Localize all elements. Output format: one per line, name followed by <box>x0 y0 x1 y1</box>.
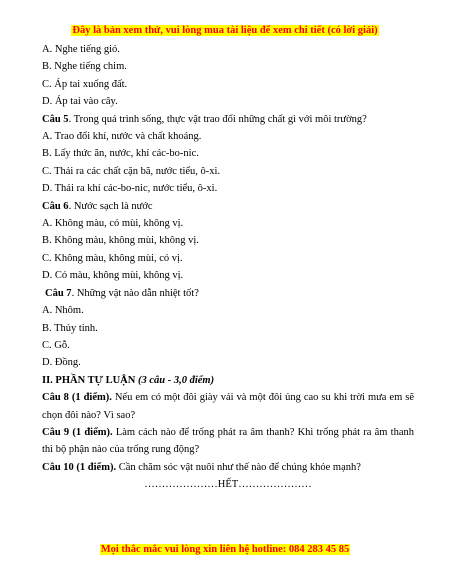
question-5-label: Câu 5 <box>42 113 69 125</box>
question-9-text: Làm cách nào để trống phát ra âm thanh? Khi trống phát ra âm thanh thì bộ phận nào của trống rung động? <box>42 426 414 456</box>
question-6-text: . Nước sạch là nước <box>68 200 153 212</box>
question-9-label: Câu 9 (1 điểm). <box>42 426 113 438</box>
q5-option-b: B. Lấy thức ăn, nước, khí các-bo-nic. <box>42 148 199 160</box>
q7-option-d: D. Đồng. <box>42 357 81 369</box>
question-8 <box>42 389 414 424</box>
question-7-text: . Những vật nào dẫn nhiệt tốt? <box>71 287 199 299</box>
end-marker: …………………HẾT………………… <box>144 479 312 491</box>
question-5 <box>42 111 414 128</box>
q6-option-d: D. Có màu, không mùi, không vị. <box>42 270 184 282</box>
question-7 <box>42 285 414 302</box>
q4-option-b: B. Nghe tiếng chim. <box>42 61 127 73</box>
preview-banner <box>0 25 450 36</box>
q5-option-a: A. Trao đổi khí, nước và chất khoáng. <box>42 131 202 143</box>
question-9 <box>42 424 414 459</box>
section-2-title: II. PHẦN TỰ LUẬN <box>42 374 138 386</box>
question-7-label: Câu 7 <box>45 287 72 299</box>
hotline-banner <box>0 544 450 555</box>
q4-option-d: D. Áp tai vào cây. <box>42 96 118 108</box>
q7-option-c: C. Gỗ. <box>42 339 70 351</box>
q7-option-b: B. Thủy tinh. <box>42 322 98 334</box>
section-2-heading <box>42 372 414 389</box>
q5-option-c: C. Thải ra các chất cặn bã, nước tiểu, ô-xi. <box>42 165 221 177</box>
hotline-banner-text: Mọi thắc mắc vui lòng xin liên hệ hotline: 084 283 45 85 <box>100 544 350 555</box>
q4-option-a: A. Nghe tiếng gió. <box>42 44 120 55</box>
question-6 <box>42 198 414 215</box>
question-10-label: Câu 10 (1 điểm). <box>42 461 117 473</box>
question-8-text: Nếu em có một đôi giày vải và một đôi ủng cao su khi trời mưa em sẽ chọn đôi nào? Vì sao? <box>42 392 414 421</box>
q6-option-b: B. Không màu, không mùi, không vị. <box>42 235 199 247</box>
document-content <box>42 41 414 494</box>
question-8-label: Câu 8 (1 điểm). <box>42 392 112 404</box>
question-5-text: . Trong quá trình sống, thực vật trao đổi những chất gì với môi trường? <box>68 113 367 125</box>
q6-option-c: C. Không màu, không mùi, có vị. <box>42 252 183 264</box>
question-10 <box>42 459 414 476</box>
question-10-text: Cần chăm sóc vật nuôi như thế nào để chúng khỏe mạnh? <box>116 461 361 473</box>
q7-option-a: A. Nhôm. <box>42 305 84 317</box>
section-2-points: (3 câu - 3,0 điểm) <box>137 374 215 386</box>
q5-option-d: D. Thải ra khí các-bo-nic, nước tiểu, ô-xi. <box>42 183 218 195</box>
preview-banner-text: Đây là bản xem thử, vui lòng mua tài liệu để xem chi tiết (có lời giải) <box>72 25 378 36</box>
q4-option-c: C. Áp tai xuống đất. <box>42 78 128 90</box>
question-6-label: Câu 6 <box>42 200 69 212</box>
q6-option-a: A. Không màu, có mùi, không vị. <box>42 218 184 230</box>
